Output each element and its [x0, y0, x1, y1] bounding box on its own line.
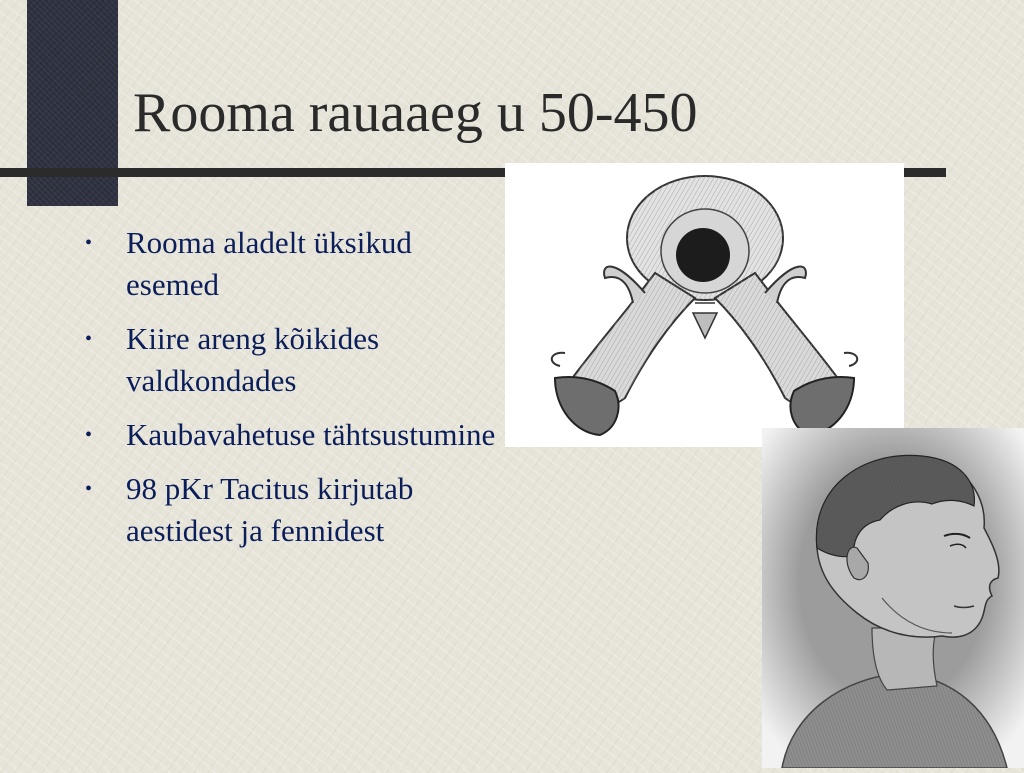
bullet-item	[85, 222, 505, 306]
bullet-dot-icon: •	[85, 232, 93, 254]
bullet-text: 98 pKr Tacitus kirjutab aestidest ja fennidest	[126, 471, 414, 548]
bullet-item	[85, 468, 505, 552]
bullet-dot-icon: •	[85, 478, 93, 500]
bullet-text: Rooma aladelt üksikud esemed	[126, 225, 412, 302]
bullet-text: Kiire areng kõikides valdkondades	[126, 321, 380, 398]
bullet-list	[85, 222, 505, 564]
slide-title: Rooma rauaaeg u 50-450	[133, 82, 698, 144]
bullet-text: Kaubavahetuse tähtsustumine	[126, 417, 496, 452]
artifact-engraving-image	[505, 163, 904, 447]
portrait-engraving-image	[762, 428, 1024, 768]
bullet-dot-icon: •	[85, 328, 93, 350]
bullet-item	[85, 318, 505, 402]
portrait-drawing	[762, 428, 1024, 768]
bullet-dot-icon: •	[85, 424, 93, 446]
bullet-item	[85, 414, 505, 456]
artifact-drawing	[505, 163, 904, 447]
